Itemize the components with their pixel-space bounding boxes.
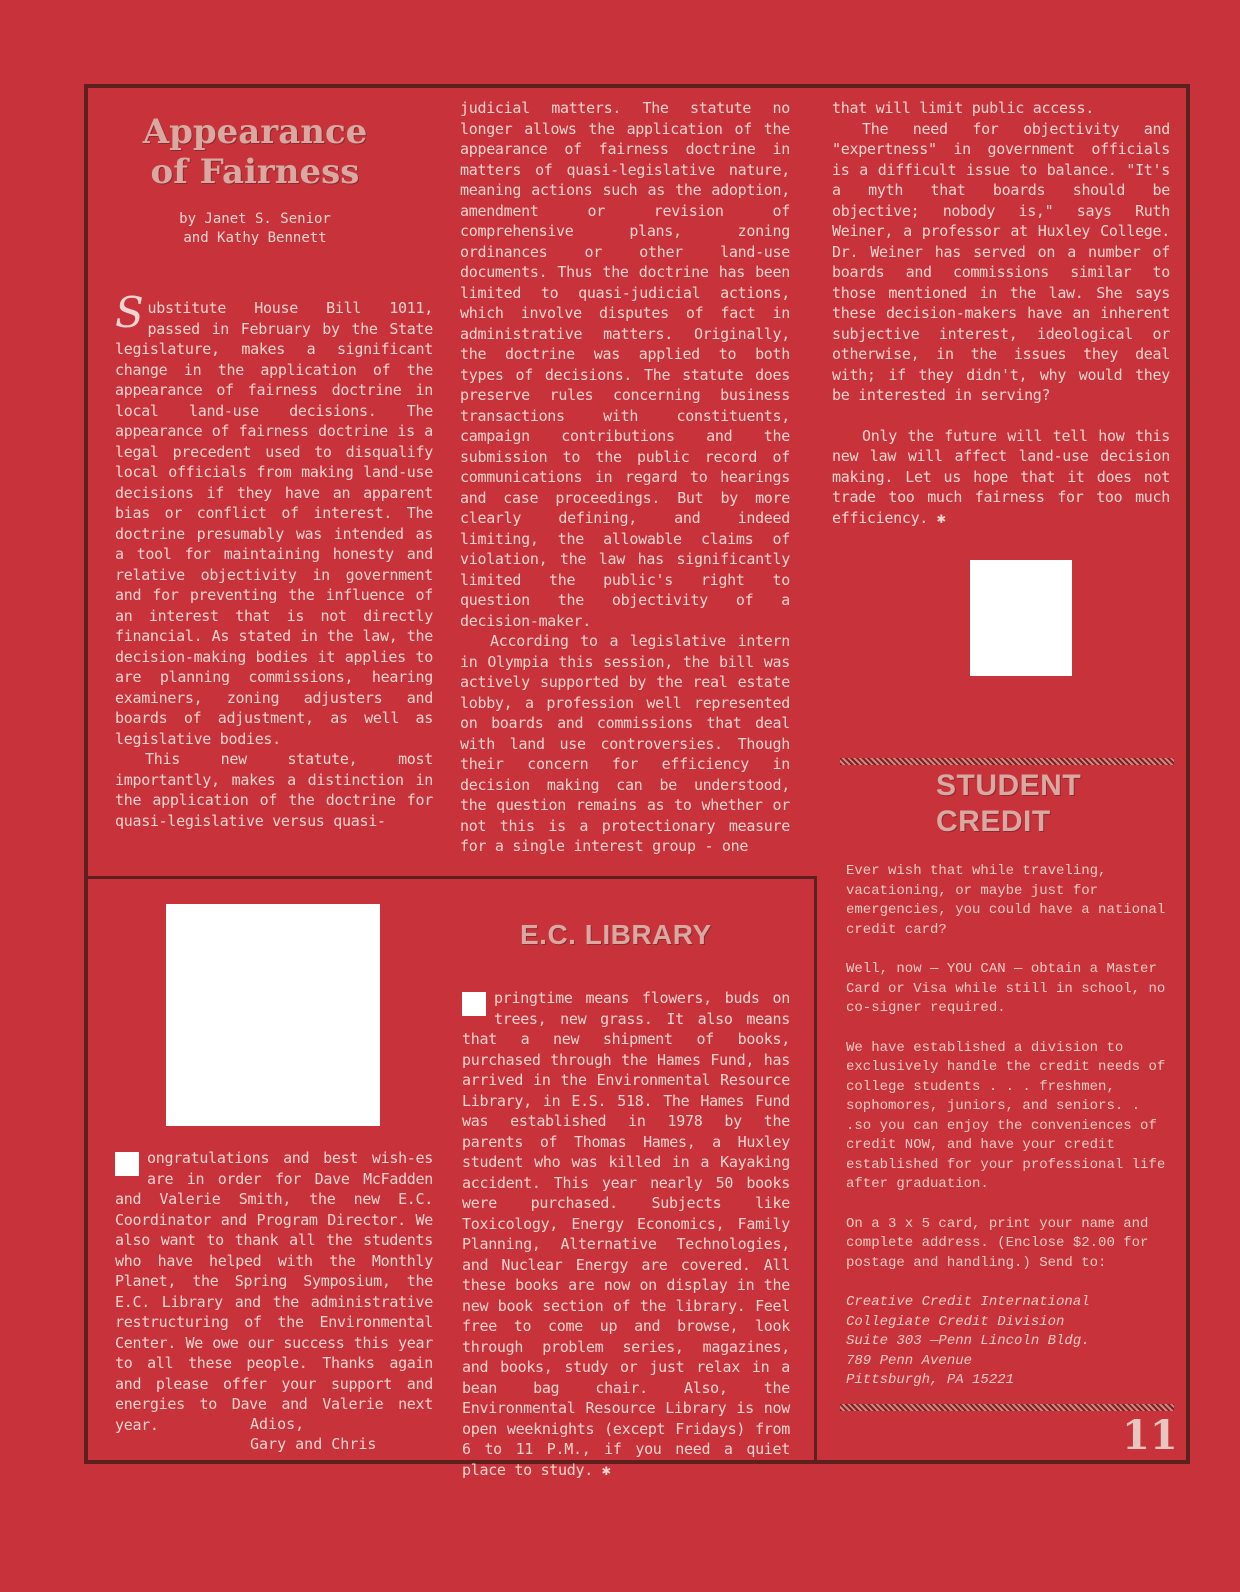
end-mark: ✱: [936, 508, 946, 527]
fairness-paragraph-6: The need for objectivity and "expertness" in government officials is a difficult issue to balance. "It's a myth that boards should be objective; nobody is," says Ruth Weiner, a professor at Huxley College. Dr. Weiner has served on a number of boards and commissions similar to those mentioned in the law. She says these decision-makers have an inherent subjective interest, ideological or otherwise, in the issues they deal with; if they didn't, why would they be interested in serving?: [832, 119, 1170, 404]
fairness-paragraph-4: According to a legislative intern in Olympia this session, the bill was actively supported by the real estate lobby, a profession well represented on boards and commissions that deal with land use controversies. Though their concern for efficiency in decision making can be understood, the question remains as to whether or not this is a protectionary measure for a single interest group - one: [460, 632, 790, 855]
credit-paragraph-3: We have established a division to exclusively handle the credit needs of college students . . . freshmen, sophomores, juniors, and seniors. . .so you can enjoy the conveniences of credit NOW, and have your credit established for your professional life after graduation.: [846, 1039, 1166, 1192]
library-title: E.C. LIBRARY: [520, 919, 712, 950]
box-top-rule: [84, 876, 816, 879]
frame-top-rule: [84, 84, 1190, 88]
credit-column: [846, 862, 1168, 1391]
fairness-paragraph-5: that will limit public access.: [832, 99, 1094, 117]
credit-top-divider: [840, 758, 1174, 765]
redacted-image-fairness: [970, 560, 1072, 676]
fairness-title: [110, 112, 400, 192]
frame-left-rule: [84, 84, 88, 1464]
credit-bottom-divider: [840, 1404, 1174, 1411]
page-number: 11: [1122, 1412, 1178, 1459]
dropcap-placeholder: [462, 992, 486, 1016]
credit-paragraph-1: Ever wish that while traveling, vacationing, or maybe just for emergencies, you could have a national credit card?: [846, 863, 1166, 938]
fairness-title-line2: of Fairness: [150, 152, 360, 192]
end-mark: ✱: [601, 1460, 611, 1479]
credit-title-line1: STUDENT: [936, 769, 1082, 802]
box-right-rule: [814, 876, 817, 1462]
library-column: [462, 988, 790, 1480]
credit-paragraph-4: On a 3 x 5 card, print your name and complete address. (Enclose $2.00 for postage and handling.) Send to:: [846, 1215, 1149, 1271]
dropcap-s: S: [115, 288, 144, 337]
credit-paragraph-2: Well, now — YOU CAN — obtain a Master Card or Visa while still in school, no co-signer required.: [846, 961, 1166, 1016]
byline-line2: and Kathy Bennett: [183, 230, 327, 246]
dropcap-placeholder: [115, 1152, 139, 1176]
fairness-column-3: [832, 98, 1170, 528]
congrats-column: [115, 1148, 433, 1435]
credit-title-line2: CREDIT: [936, 805, 1051, 838]
byline-line1: by Janet S. Senior: [179, 211, 331, 227]
frame-right-rule: [1186, 84, 1190, 1464]
redacted-image-congrats: [166, 904, 380, 1126]
library-paragraph: pringtime means flowers, buds on trees, new grass. It also means that a new shipment of books, purchased through the Hames Fund, has arrived in the Environmental Resource Library, in E.S. 518. The Hames Fund was established in 1978 by the parents of Thomas Hames, a Huxley student who was killed in a Kayaking accident. This year nearly 50 books were purchased. Subjects like Toxicology, Energy Economics, Family Planning, Alternative Technologies, and Nuclear Energy are covered. All these books are now on display in the new book section of the library. Feel free to come up and browse, look through problem series, magazines, and books, study or just relax in a bean bag chair. Also, the Environmental Resource Library is now open weeknights (except Fridays) from 6 to 11 P.M., if you need a quiet place to study. ✱: [462, 989, 790, 1479]
credit-title: [936, 768, 1081, 840]
fairness-paragraph-7: Only the future will tell how this new law will affect land-use decision making. Let us hope that it does not trade too much fairness for too much efficiency. ✱: [832, 426, 1170, 527]
fairness-title-line1: Appearance: [142, 112, 368, 152]
credit-address: Creative Credit International Collegiate Credit Division Suite 303 —Penn Lincoln Bldg. 789 Penn Avenue Pittsburgh, PA 15221: [846, 1294, 1090, 1388]
fairness-paragraph-1: Substitute House Bill 1011, passed in February by the State legislature, makes a significant change in the application of the appearance of fairness doctrine in local land-use decisions. The appearance of fairness doctrine is a legal precedent used to disqualify local officials from making land-use decisions if they have an apparent bias or conflict of interest. The doctrine presumably was intended as a tool for maintaining honesty and relative objectivity in government and for preventing the influence of an interest that is not directly financial. As stated in the law, the decision-making bodies it applies to are planning commissions, hearing examiners, zoning adjusters and boards of adjustment, as well as legislative bodies.: [115, 288, 433, 748]
congrats-paragraph: ongratulations and best wish-es are in order for Dave McFadden and Valerie Smith, the new E.C. Coordinator and Program Director. We also want to thank all the students who have helped with the Monthly Planet, the Spring Symposium, the E.C. Library and the administrative restructuring of the Environmental Center. We owe our success this year to all these people. Thanks again and please offer your support and energies to Dave and Valerie next year.: [115, 1149, 433, 1434]
fairness-column-1: [115, 288, 433, 831]
fairness-byline: [110, 210, 400, 248]
fairness-paragraph-3: judicial matters. The statute no longer allows the application of the appearance of fairness doctrine in matters of quasi-legislative nature, meaning actions such as the adoption, amendment or revision of comprehensive plans, zoning ordinances or other land-use documents. Thus the doctrine has been limited to quasi-judicial actions, which involve disputes of fact in administrative matters. Originally, the doctrine was applied to both types of decisions. The statute does preserve rules concerning business transactions with constituents, campaign contributions and the submission to the public record of communications in regard to hearings and case proceedings. But by more clearly defining, and indeed limiting, the allowable claims of violation, the law has significantly limited the public's right to question the objectivity of a decision-maker.: [460, 99, 790, 630]
fairness-paragraph-2: This new statute, most importantly, makes a distinction in the application of the doctrine for quasi-legislative versus quasi-: [115, 750, 433, 830]
congrats-signoff: Adios, Gary and Chris: [250, 1415, 377, 1453]
fairness-column-2: [460, 98, 790, 857]
